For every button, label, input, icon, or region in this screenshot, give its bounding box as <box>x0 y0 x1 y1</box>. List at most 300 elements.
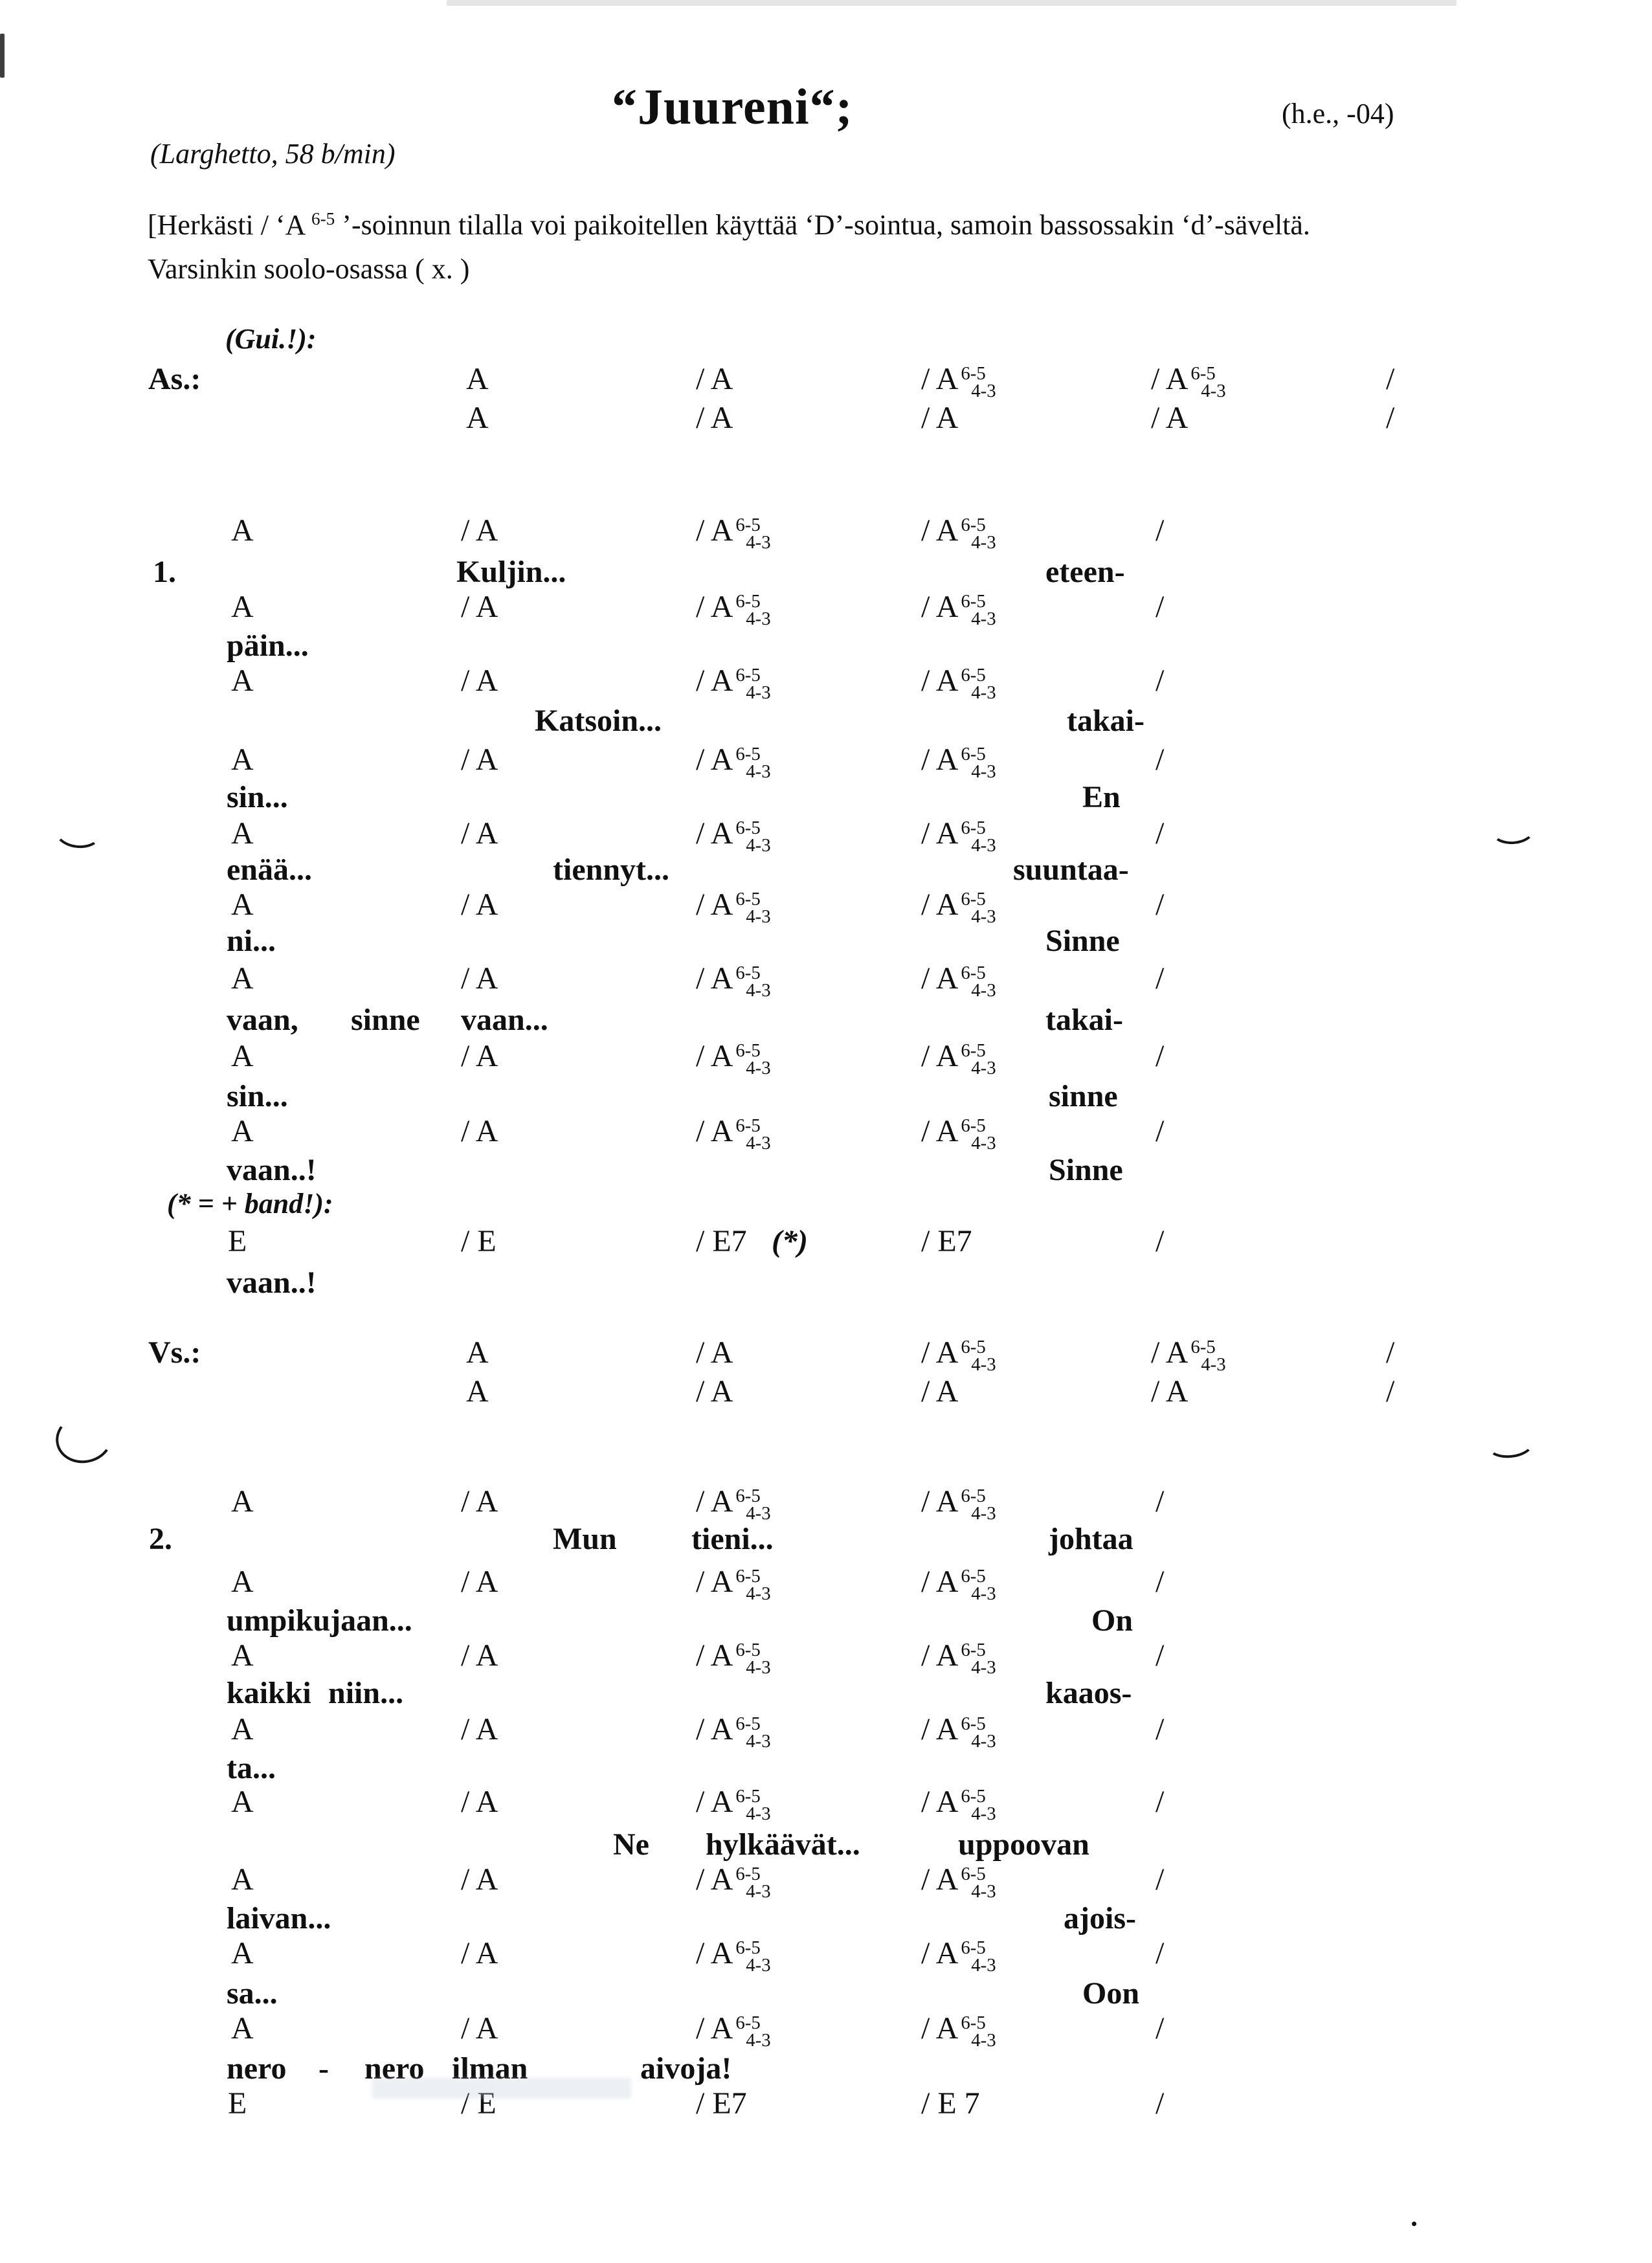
figure-4-3: 4-3 <box>971 906 996 928</box>
chord-token: / E <box>461 2086 497 2121</box>
chord-token: / A 6-5 4-3 <box>696 887 771 928</box>
figure-4-3: 4-3 <box>971 1058 996 1079</box>
chord-token: / E7 <box>696 2086 747 2121</box>
figured-bass <box>961 1042 996 1078</box>
v1-chord-row <box>0 514 1652 553</box>
chord-token: / <box>1155 887 1165 922</box>
lyric-token: vaan..! <box>227 1265 317 1300</box>
chord-token: / A <box>461 1785 498 1819</box>
chord-token: / A <box>461 1565 498 1599</box>
figure-6-5: 6-5 <box>735 514 761 535</box>
lyric-token: kaikki <box>227 1676 311 1710</box>
figure-4-3: 4-3 <box>971 761 996 783</box>
figure-6-5: 6-5 <box>961 1937 986 1958</box>
lyric-token: Sinne <box>1045 924 1120 958</box>
chord-token: / <box>1155 590 1165 624</box>
chord-token: / A <box>461 1712 498 1746</box>
figured-bass <box>961 1485 996 1524</box>
lyric-token: ta... <box>227 1751 276 1785</box>
performance-note-line-2: Varsinkin soolo-osassa ( x. ) <box>148 253 470 285</box>
figured-bass <box>961 514 996 553</box>
figure-4-3: 4-3 <box>971 1955 996 1976</box>
figured-bass <box>961 1939 996 1975</box>
chord-token: A <box>231 663 254 698</box>
chord-token: / A <box>461 2011 498 2046</box>
v2-chord-row <box>0 1937 1652 1976</box>
figure-6-5: 6-5 <box>735 888 761 909</box>
chord-token: / <box>1386 1374 1395 1409</box>
figured-bass <box>961 1715 996 1751</box>
lyric-token: sinne <box>1049 1079 1118 1113</box>
chord-token: / A 6-5 4-3 <box>921 1712 996 1752</box>
chord-token: A <box>231 1565 254 1599</box>
figured-bass <box>961 1639 996 1678</box>
figured-bass <box>735 664 771 704</box>
chord-token: A <box>231 742 254 777</box>
chord-token: / A <box>696 401 733 435</box>
chord-token: / A 6-5 4-3 <box>696 961 771 1001</box>
figured-bass <box>961 664 996 704</box>
figured-bass <box>735 964 770 1000</box>
chord-token: / A <box>461 961 498 996</box>
lyric-token: On <box>1091 1603 1133 1638</box>
v1-lyric-row <box>0 1080 1652 1119</box>
lyric-token: sin... <box>227 780 288 814</box>
chord-token: / A <box>921 1374 959 1409</box>
lyric-token: vaan... <box>461 1003 548 1037</box>
v2-lyric-row <box>0 1522 1652 1561</box>
chord-token: A <box>231 1936 254 1970</box>
lyric-token: Katsoin... <box>535 704 662 738</box>
figure-4-3: 4-3 <box>746 1133 771 1154</box>
v2-lyric-row <box>0 1977 1652 2016</box>
v1-lyric-row <box>0 629 1652 668</box>
figure-6-5: 6-5 <box>1190 1336 1216 1357</box>
chord-token: / <box>1386 1335 1395 1370</box>
v2-lyric-row <box>0 1828 1652 1867</box>
chord-token: / A <box>461 887 498 922</box>
chord-token: A <box>231 1862 254 1897</box>
chord-token: A <box>466 401 489 435</box>
chord-token: / A 6-5 4-3 <box>921 1638 996 1678</box>
figure-4-3: 4-3 <box>971 2030 996 2051</box>
figure-4-3: 4-3 <box>971 1583 996 1605</box>
figure-4-3: 4-3 <box>971 1657 996 1678</box>
chord-token: / A 6-5 4-3 <box>921 887 996 928</box>
figure-6-5: 6-5 <box>735 1639 761 1660</box>
section-label: 2. <box>149 1522 172 1556</box>
section-label: 1. <box>153 555 176 589</box>
chord-token: / A <box>461 1862 498 1897</box>
figure-6-5: 6-5 <box>735 1565 761 1587</box>
figured-bass <box>735 819 770 855</box>
figure-6-5: 6-5 <box>961 514 986 535</box>
figure-6-5: 6-5 <box>735 743 761 764</box>
lyric-token: takai- <box>1045 1003 1123 1037</box>
lyric-token: Sinne <box>1049 1153 1123 1187</box>
chord-token: A <box>231 1114 254 1148</box>
chord-token: / A 6-5 4-3 <box>921 1039 996 1079</box>
figure-6-5: 6-5 <box>961 1713 986 1734</box>
chord-token: A <box>231 2011 254 2046</box>
chord-token: / A <box>461 1114 498 1148</box>
figure-4-3: 4-3 <box>746 1881 771 1902</box>
chord-token: / A <box>696 1374 733 1409</box>
figured-bass <box>961 1863 996 1902</box>
figure-6-5: 6-5 <box>735 1040 761 1061</box>
as-chord-row-1 <box>0 362 1652 401</box>
figure-6-5: 6-5 <box>735 1863 761 1884</box>
v1-chord-row <box>0 590 1652 629</box>
figure-4-3: 4-3 <box>971 835 996 856</box>
figure-4-3: 4-3 <box>746 532 771 553</box>
scan-speck <box>1412 2222 1416 2226</box>
tempo-marking: (Larghetto, 58 b/min) <box>150 138 396 170</box>
chord-token: / A <box>461 1484 498 1519</box>
chord-token: / A <box>461 513 498 548</box>
figured-bass <box>1190 1336 1226 1376</box>
chord-token: A <box>231 1785 254 1819</box>
lyric-token: ajois- <box>1064 1901 1136 1935</box>
vs-chord-row-2 <box>0 1375 1652 1414</box>
v1-chord-row <box>0 664 1652 703</box>
lyric-token: ilman <box>452 2051 528 2086</box>
chord-token: / A 6-5 4-3 <box>696 513 771 553</box>
figured-bass <box>1190 362 1226 402</box>
v1-chord-row <box>0 743 1652 782</box>
pen-arc-left-2 <box>51 1409 117 1469</box>
lyric-token: ni... <box>227 924 276 958</box>
note-text: ’-soinnun tilalla voi paikoitellen käyttää ‘D’-sointua, samoin bassossakin ‘d’-säveltä. <box>335 209 1310 241</box>
figure-6-5: 6-5 <box>961 1115 986 1136</box>
figure-6-5: 6-5 <box>961 962 986 983</box>
figure-4-3: 4-3 <box>746 1583 771 1605</box>
figure-4-3: 4-3 <box>971 381 996 402</box>
figured-bass <box>735 1939 770 1975</box>
chord-token: / A 6-5 4-3 <box>921 742 996 783</box>
chord-token: / A <box>696 1335 733 1370</box>
chord-token: A <box>231 1039 254 1073</box>
lyric-token: umpikujaan... <box>227 1603 412 1638</box>
figure-4-3: 4-3 <box>746 1955 771 1976</box>
chord-token: / A <box>461 1638 498 1673</box>
figure-6-5: 6-5 <box>961 1863 986 1884</box>
figure-6-5: 6-5 <box>735 664 761 686</box>
lyric-token: En <box>1082 780 1121 814</box>
vs-chord-row-1 <box>0 1336 1652 1375</box>
figure-4-3: 4-3 <box>971 1503 996 1524</box>
chord-token: A <box>231 590 254 624</box>
lyric-token: vaan..! <box>227 1153 317 1187</box>
chord-token: / <box>1155 2011 1165 2046</box>
scan-edge-band <box>447 0 1457 6</box>
v1-e-chord-row <box>0 1225 1652 1264</box>
figured-bass <box>961 964 996 1000</box>
figure-4-3: 4-3 <box>746 1503 771 1524</box>
chord-token: / A 6-5 4-3 <box>921 961 996 1001</box>
direction-marking: (Gui.!): <box>225 323 317 355</box>
chord-token: / E <box>461 1224 497 1258</box>
v2-chord-row <box>0 1713 1652 1752</box>
chord-token: / A <box>1151 401 1189 435</box>
chord-token: / <box>1155 1638 1165 1673</box>
figured-bass <box>961 1785 996 1825</box>
gui-marking <box>0 324 1652 362</box>
figure-6-5: 6-5 <box>961 1040 986 1061</box>
figure-4-3: 4-3 <box>971 682 996 704</box>
lyric-token: kaaos- <box>1045 1676 1132 1710</box>
lyric-token: takai- <box>1067 704 1144 738</box>
figure-4-3: 4-3 <box>971 1803 996 1825</box>
figure-6-5: 6-5 <box>735 817 761 838</box>
v1-lyric-row <box>0 1154 1652 1192</box>
chord-token: / E7 <box>696 1224 747 1258</box>
lyric-token: eteen- <box>1045 555 1125 589</box>
lyric-token: Kuljin... <box>456 555 566 589</box>
figure-6-5: 6-5 <box>961 1485 986 1506</box>
figure-4-3: 4-3 <box>971 1354 996 1376</box>
figured-bass <box>961 819 996 855</box>
figured-bass <box>735 1485 771 1524</box>
chord-token: / <box>1155 742 1165 777</box>
chord-token: / A 6-5 4-3 <box>696 1785 771 1825</box>
figure-6-5: 6-5 <box>961 1565 986 1587</box>
v2-chord-row <box>0 1863 1652 1902</box>
v2-chord-row <box>0 1785 1652 1824</box>
chord-token: A <box>466 1374 489 1409</box>
chord-token: / A <box>461 590 498 624</box>
figure-4-3: 4-3 <box>746 1803 771 1825</box>
chord-token: / A <box>461 1936 498 1970</box>
v1-chord-row <box>0 1115 1652 1154</box>
figure-4-3: 4-3 <box>746 682 771 704</box>
figure-4-3: 4-3 <box>746 761 771 783</box>
v1-chord-row <box>0 888 1652 927</box>
lyric-token: päin... <box>227 629 309 663</box>
chord-token: / E 7 <box>921 2086 980 2121</box>
lyric-token: hylkäävät... <box>706 1827 860 1862</box>
lyric-token: uppoovan <box>958 1827 1089 1862</box>
chord-token: A <box>231 816 254 851</box>
lyric-token: tiennyt... <box>553 853 669 887</box>
band-cue-token: (*) <box>772 1224 808 1258</box>
chord-token: / <box>1155 2086 1165 2121</box>
chord-token: / A <box>921 401 959 435</box>
figure-6-5: 6-5 <box>735 1485 761 1506</box>
figured-bass <box>735 888 771 928</box>
lyric-token: aivoja! <box>640 2051 732 2086</box>
chord-token: / A 6-5 4-3 <box>696 742 771 783</box>
v2-e-chord-row <box>0 2087 1652 2126</box>
figure-4-3: 4-3 <box>971 532 996 553</box>
figured-bass <box>735 1863 771 1902</box>
figured-bass <box>735 590 771 630</box>
chord-token: / <box>1155 1114 1165 1148</box>
v2-lyric-row <box>0 1902 1652 1941</box>
chord-token: / A 6-5 4-3 <box>1151 362 1226 402</box>
figure-4-3: 4-3 <box>971 1133 996 1154</box>
figure-4-3: 4-3 <box>971 1881 996 1902</box>
chord-token: / A 6-5 4-3 <box>921 1335 996 1376</box>
figure-6-5: 6-5 <box>961 1785 986 1807</box>
v2-chord-row <box>0 1639 1652 1678</box>
figure-6-5: 6-5 <box>735 1713 761 1734</box>
figure-4-3: 4-3 <box>746 1731 771 1752</box>
chord-token: / A 6-5 4-3 <box>696 816 771 856</box>
figure-4-3: 4-3 <box>746 2030 771 2051</box>
lyric-token: laivan... <box>227 1901 331 1935</box>
direction-marking: (* = + band!): <box>167 1188 333 1220</box>
figure-6-5: 6-5 <box>735 1115 761 1136</box>
chord-token: / A 6-5 4-3 <box>921 1114 996 1154</box>
figure-6-5: 6-5 <box>961 1639 986 1660</box>
figured-bass <box>961 743 996 783</box>
v1-lyric-row <box>0 1266 1652 1305</box>
chord-token: / A <box>461 742 498 777</box>
chord-token: / A <box>1151 1374 1189 1409</box>
figured-bass <box>961 590 996 630</box>
chord-token: / A 6-5 4-3 <box>696 1936 771 1976</box>
figured-bass <box>735 1565 771 1605</box>
chord-token: / E7 <box>921 1224 972 1258</box>
chord-token: A <box>231 1638 254 1673</box>
lyric-token: enää... <box>227 853 312 887</box>
chord-token: / <box>1155 1224 1165 1258</box>
figure-6-5: 6-5 <box>735 962 761 983</box>
figure-4-3: 4-3 <box>971 980 996 1001</box>
chord-token: / A 6-5 4-3 <box>696 1114 771 1154</box>
band-marking <box>0 1188 1652 1227</box>
chord-token: / <box>1155 1862 1165 1897</box>
lyric-token: Ne <box>613 1827 649 1862</box>
chord-token: / <box>1155 1785 1165 1819</box>
figure-6-5: 6-5 <box>961 888 986 909</box>
scan-smudge <box>372 2078 631 2099</box>
chord-token: / A 6-5 4-3 <box>921 663 996 704</box>
lyric-token: vaan, <box>227 1003 298 1037</box>
chord-token: / A 6-5 4-3 <box>696 1565 771 1605</box>
figure-6-5: 6-5 <box>961 664 986 686</box>
v2-chord-row <box>0 2012 1652 2051</box>
figure-4-3: 4-3 <box>746 1058 771 1079</box>
v1-lyric-row <box>0 1003 1652 1042</box>
lyric-token: sin... <box>227 1079 288 1113</box>
chord-token: / A <box>461 1039 498 1073</box>
v1-chord-row <box>0 962 1652 1001</box>
chord-token: / A 6-5 4-3 <box>921 590 996 630</box>
figure-6-5: 6-5 <box>961 2012 986 2033</box>
chord-token: / <box>1386 401 1395 435</box>
figured-bass <box>735 1042 770 1078</box>
chord-token: / A 6-5 4-3 <box>696 1484 771 1524</box>
v2-lyric-row <box>0 1604 1652 1643</box>
pen-arc-right-2 <box>1485 1427 1535 1460</box>
figured-bass <box>735 2014 770 2050</box>
figure-4-3: 4-3 <box>746 1657 771 1678</box>
figure-6-5: 6-5 <box>735 2012 761 2033</box>
chord-token: / <box>1155 1484 1165 1519</box>
chord-token: / <box>1155 816 1165 851</box>
chord-token: / A 6-5 4-3 <box>1151 1335 1226 1376</box>
figured-bass <box>735 1117 770 1153</box>
figure-6-5: 6-5 <box>735 1785 761 1807</box>
chord-token: / A 6-5 4-3 <box>696 1039 771 1079</box>
v1-lyric-row <box>0 781 1652 819</box>
figure-6-5: 6-5 <box>961 817 986 838</box>
v1-chord-row <box>0 1040 1652 1078</box>
performance-note-line-1 <box>148 208 1310 241</box>
figured-bass <box>735 1715 770 1751</box>
lyric-token: nero <box>364 2051 425 2086</box>
chord-token: / <box>1155 961 1165 996</box>
figured-bass <box>961 888 996 928</box>
v2-lyric-row <box>0 1677 1652 1715</box>
chord-token: / A 6-5 4-3 <box>921 1484 996 1524</box>
chord-token: / <box>1155 1039 1165 1073</box>
figured-bass <box>735 743 771 783</box>
chord-token: / <box>1155 1565 1165 1599</box>
figure-4-3: 4-3 <box>971 608 996 630</box>
lyric-token: niin... <box>328 1676 404 1710</box>
chord-token: / A 6-5 4-3 <box>696 590 771 630</box>
chord-token: / A 6-5 4-3 <box>696 1862 771 1902</box>
chord-token: E <box>228 1224 247 1258</box>
chord-token: A <box>466 1335 489 1370</box>
chord-token: / A 6-5 4-3 <box>921 1862 996 1902</box>
figure-6-5: 6-5 <box>1190 362 1216 384</box>
lyric-token: johtaa <box>1049 1522 1133 1556</box>
figured-bass <box>735 1785 771 1825</box>
v1-lyric-row <box>0 853 1652 892</box>
section-label: Vs.: <box>148 1335 201 1370</box>
figured-bass <box>961 362 996 402</box>
lyric-token: sinne <box>351 1003 420 1037</box>
lyric-token: sa... <box>227 1976 278 2011</box>
figure-4-3: 4-3 <box>746 835 771 856</box>
lyric-token: nero <box>227 2051 287 2086</box>
chord-token: / A 6-5 4-3 <box>921 1565 996 1605</box>
v2-chord-row <box>0 1565 1652 1604</box>
figure-4-3: 4-3 <box>1201 381 1226 402</box>
chord-token: A <box>231 1712 254 1746</box>
chord-token: / A 6-5 4-3 <box>921 816 996 856</box>
figured-bass <box>961 2014 996 2050</box>
figure-6-5: 6-5 <box>735 590 761 612</box>
chord-token: A <box>231 1484 254 1519</box>
figured-bass-superscript: 6-5 <box>311 209 335 229</box>
v1-lyric-row <box>0 704 1652 743</box>
chord-token: / A 6-5 4-3 <box>921 513 996 553</box>
credit-initials: (h.e., -04) <box>1282 98 1394 129</box>
figured-bass <box>735 1639 771 1678</box>
figure-6-5: 6-5 <box>961 743 986 764</box>
chord-token: / A 6-5 4-3 <box>696 2011 771 2051</box>
chord-token: / A 6-5 4-3 <box>921 2011 996 2051</box>
chord-token: A <box>231 887 254 922</box>
v2-chord-row <box>0 1485 1652 1524</box>
chord-token: / A 6-5 4-3 <box>921 1785 996 1825</box>
chord-token: A <box>231 513 254 548</box>
lyric-token: tieni... <box>691 1522 774 1556</box>
figured-bass <box>961 1565 996 1605</box>
figure-4-3: 4-3 <box>1201 1354 1226 1376</box>
chord-token: E <box>228 2086 247 2121</box>
v1-lyric-row <box>0 555 1652 594</box>
chord-token: / A <box>461 816 498 851</box>
figure-6-5: 6-5 <box>735 1937 761 1958</box>
figured-bass <box>735 514 771 553</box>
chord-token: / <box>1155 1712 1165 1746</box>
